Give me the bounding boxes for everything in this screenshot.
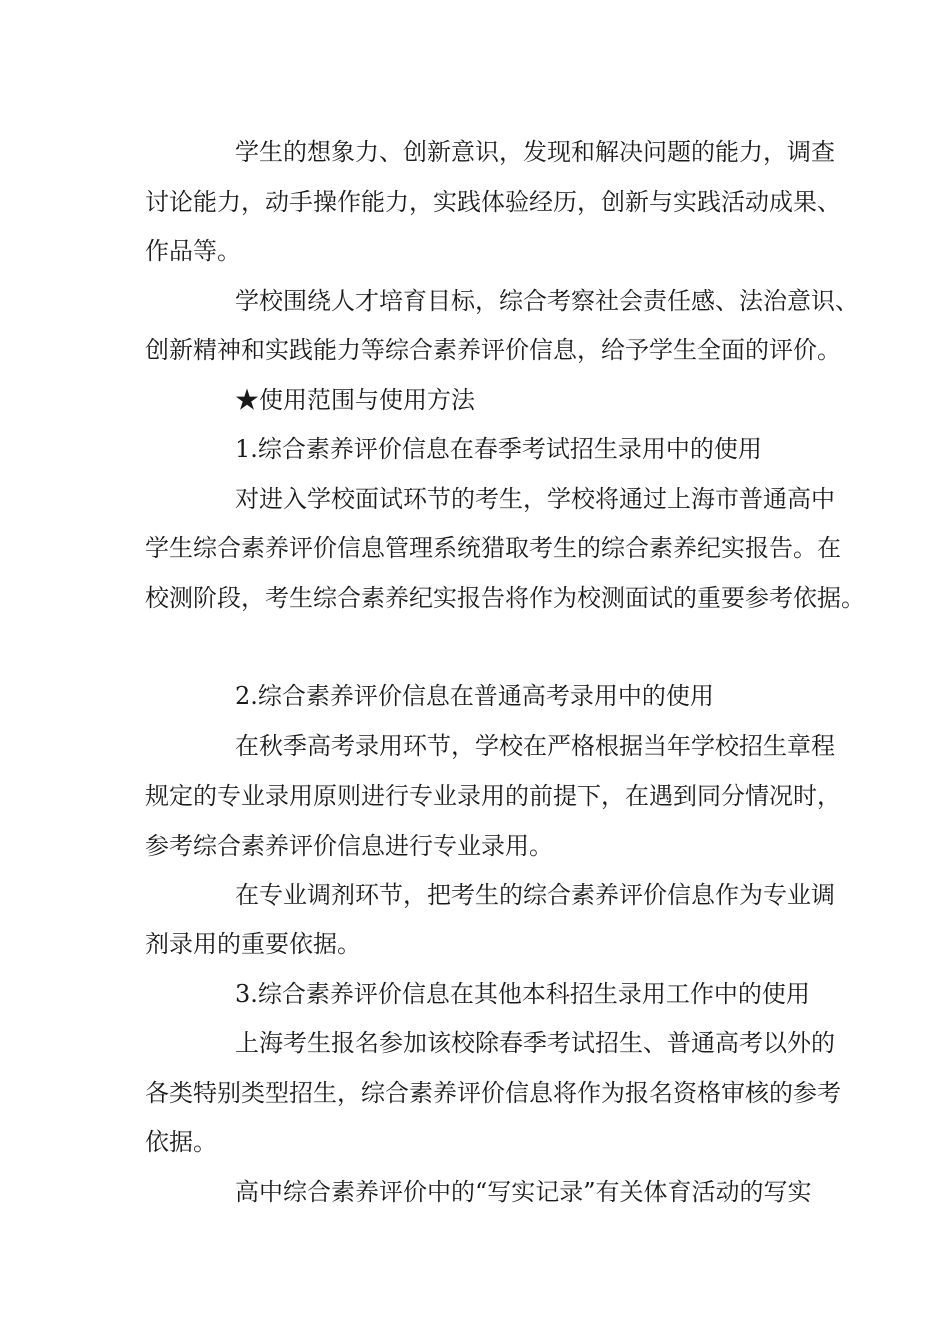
paragraph-line: 学生综合素养评价信息管理系统猎取考生的综合素养纪实报告。在	[145, 534, 841, 562]
paragraph-line: 学校围绕人才培育目标，综合考察社会责任感、法治意识、	[235, 287, 859, 315]
subsection-heading: 3.综合素养评价信息在其他本科招生录用工作中的使用	[235, 980, 810, 1008]
paragraph-line: 对进入学校面试环节的考生，学校将通过上海市普通高中	[235, 485, 835, 513]
paragraph-line: 校测阶段，考生综合素养纪实报告将作为校测面试的重要参考依据。	[145, 584, 865, 612]
paragraph-line: 上海考生报名参加该校除春季考试招生、普通高考以外的	[235, 1029, 835, 1057]
paragraph-line: 作品等。	[145, 237, 241, 265]
paragraph-line: 剂录用的重要依据。	[145, 930, 361, 958]
paragraph-line: 依据。	[145, 1128, 217, 1156]
paragraph-line: 各类特别类型招生，综合素养评价信息将作为报名资格审核的参考	[145, 1079, 841, 1107]
paragraph-line: 在专业调剂环节，把考生的综合素养评价信息作为专业调	[235, 881, 835, 909]
paragraph-line: 高中综合素养评价中的“写实记录”有关体育活动的写实	[235, 1178, 812, 1206]
paragraph-line: 在秋季高考录用环节，学校在严格根据当年学校招生章程	[235, 732, 835, 760]
subsection-heading: 1.综合素养评价信息在春季考试招生录用中的使用	[235, 435, 762, 463]
paragraph-line: 规定的专业录用原则进行专业录用的前提下，在遇到同分情况时，	[145, 782, 841, 810]
paragraph-line: 学生的想象力、创新意识，发现和解决问题的能力，调查	[235, 138, 835, 166]
subsection-heading: 2.综合素养评价信息在普通高考录用中的使用	[235, 682, 714, 710]
paragraph-line: 创新精神和实践能力等综合素养评价信息，给予学生全面的评价。	[145, 336, 841, 364]
paragraph-line: 参考综合素养评价信息进行专业录用。	[145, 832, 553, 860]
paragraph-line: 讨论能力，动手操作能力，实践体验经历，创新与实践活动成果、	[145, 188, 841, 216]
section-heading: ★使用范围与使用方法	[235, 386, 475, 414]
